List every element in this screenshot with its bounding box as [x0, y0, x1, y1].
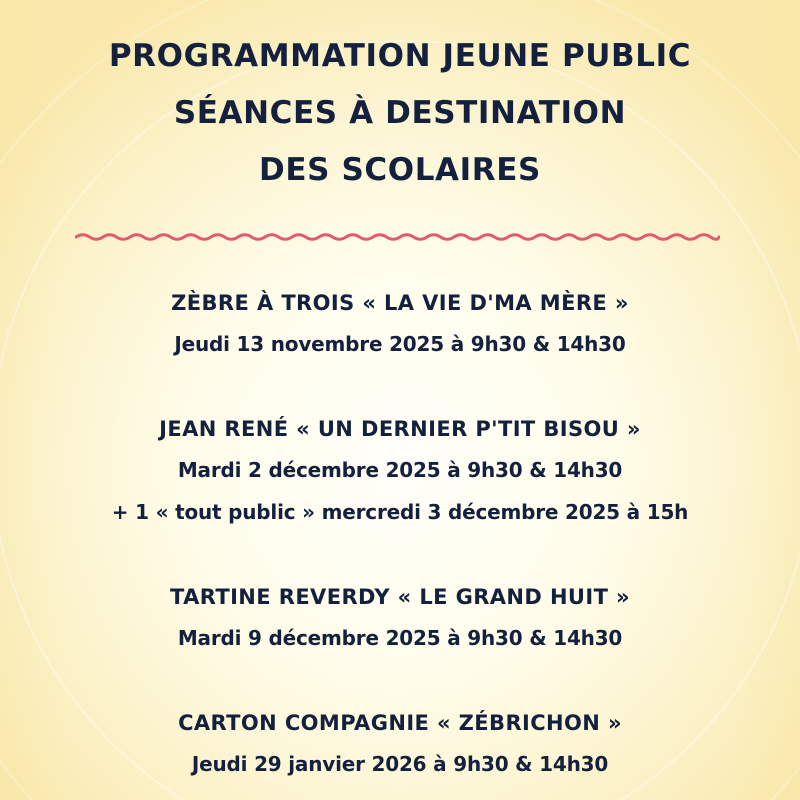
- event-date: Mardi 9 décembre 2025 à 9h30 & 14h30: [177, 626, 623, 650]
- event-date: Mardi 2 décembre 2025 à 9h30 & 14h30: [177, 458, 623, 482]
- title-line-3: DES SCOLAIRES: [259, 152, 541, 188]
- event-item: [0, 703, 800, 785]
- event-date: Jeudi 29 janvier 2026 à 9h30 & 14h30: [191, 752, 609, 776]
- event-item: [0, 577, 800, 659]
- title-line-2: SÉANCES À DESTINATION: [173, 95, 627, 131]
- event-title: CARTON COMPAGNIE « ZÉBRICHON »: [178, 711, 622, 735]
- title-line-1: PROGRAMMATION JEUNE PUBLIC: [108, 38, 692, 74]
- event-title: ZÈBRE À TROIS « LA VIE D'MA MÈRE »: [171, 291, 629, 315]
- wavy-divider: [75, 226, 720, 248]
- event-item: [0, 283, 800, 365]
- event-title: TARTINE REVERDY « LE GRAND HUIT »: [170, 585, 630, 609]
- event-extra-date: + 1 « tout public » mercredi 3 décembre 2025 à 15h: [111, 500, 689, 524]
- event-item: [0, 409, 800, 533]
- event-list: [0, 283, 800, 785]
- page-title: [0, 28, 800, 199]
- event-date: Jeudi 13 novembre 2025 à 9h30 & 14h30: [174, 332, 626, 356]
- event-title: JEAN RENÉ « UN DERNIER P'TIT BISOU »: [159, 417, 641, 441]
